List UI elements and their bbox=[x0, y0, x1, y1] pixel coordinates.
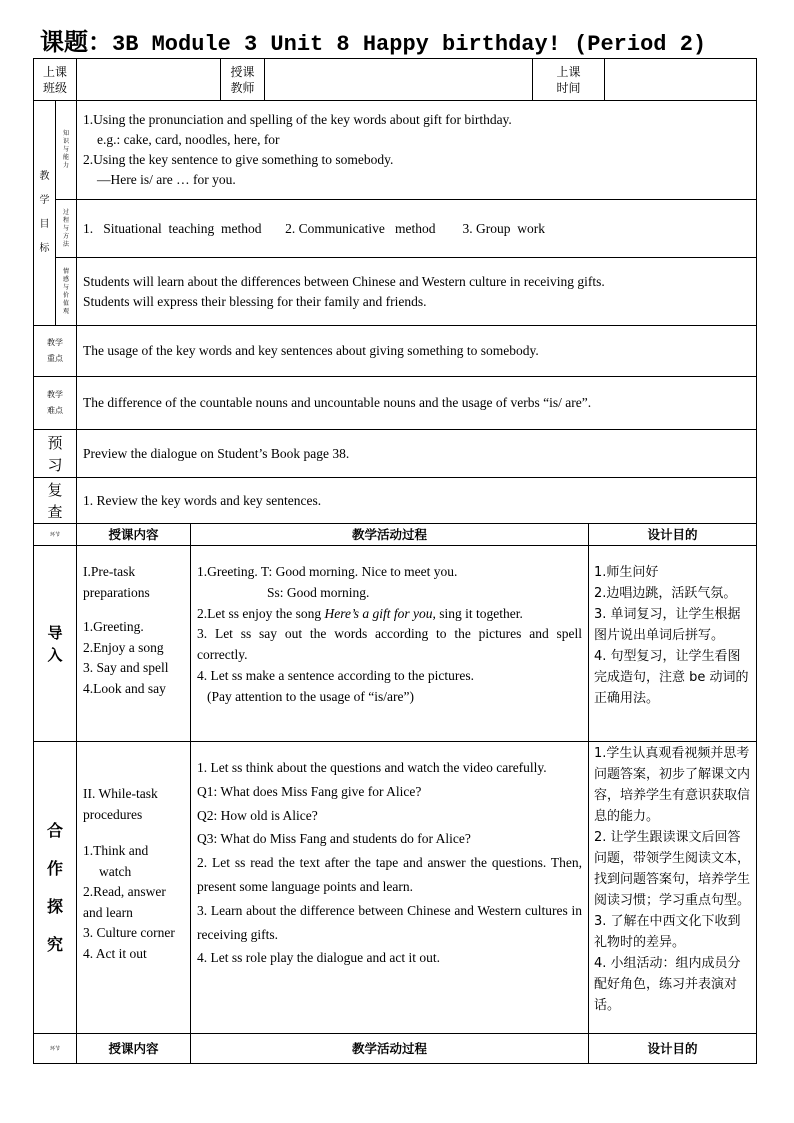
header-row bbox=[34, 59, 757, 101]
preview-text: Preview the dialogue on Student’s Book page 38. bbox=[77, 430, 757, 478]
preview-row bbox=[34, 430, 757, 478]
step-header-2: 环节 bbox=[34, 1034, 77, 1064]
teacher-value[interactable] bbox=[265, 59, 533, 101]
objective-process-row bbox=[34, 200, 757, 258]
key-points-text: The usage of the key words and key sentences about giving something to somebody. bbox=[77, 326, 757, 377]
content-header-2: 授课内容 bbox=[77, 1034, 191, 1064]
objective-knowledge-row bbox=[34, 101, 757, 200]
class-label: 上课 班级 bbox=[34, 59, 77, 101]
class-value[interactable] bbox=[77, 59, 221, 101]
teacher-label: 授课 教师 bbox=[221, 59, 265, 101]
step-header: 环节 bbox=[34, 524, 77, 546]
knowledge-text: 1.Using the pronunciation and spelling of the key words about gift for birthday. e.g.: cake, card, noodles, here, for 2.Using the key sentence to give something to somebody. —Here is/ are … for you. bbox=[77, 101, 757, 200]
difficult-points-label: 教学难点 bbox=[34, 377, 77, 430]
difficult-points-row bbox=[34, 377, 757, 430]
lead-in-purpose: 1.师生问好 2.边唱边跳，活跃气氛。 3. 单词复习，让学生根据图片说出单词后拼写。 4. 句型复习，让学生看图完成造句，注意 be 动词的正确用法。 bbox=[589, 546, 757, 742]
emotion-label: 情感与价值观 bbox=[56, 258, 77, 326]
explore-label: 合作探究 bbox=[34, 742, 77, 1034]
page-title: 课题：3B Module 3 Unit 8 Happy birthday! (Period 2) bbox=[40, 28, 707, 57]
review-row bbox=[34, 478, 757, 524]
process-text: 1. Situational teaching method 2. Communicative method 3. Group work bbox=[77, 200, 757, 258]
process-header: 教学活动过程 bbox=[191, 524, 589, 546]
review-label: 复查 bbox=[34, 478, 77, 524]
time-value[interactable] bbox=[605, 59, 757, 101]
emotion-text: Students will learn about the differences between Chinese and Western culture in receiving gifts. Students will express their blessing for their family and friends. bbox=[77, 258, 757, 326]
column-header-row-2 bbox=[34, 1034, 757, 1064]
purpose-header: 设计目的 bbox=[589, 524, 757, 546]
purpose-header-2: 设计目的 bbox=[589, 1034, 757, 1064]
lead-in-process: 1.Greeting. T: Good morning. Nice to meet you. Ss: Good morning. 2.Let ss enjoy the song Here’s a gift for you, sing it together. 3. Let ss say out the words according to the pictures and spell correctly. 4. Let ss make a sentence according to the pictures. (Pay attention to the usage of “is/are”) bbox=[191, 546, 589, 742]
explore-purpose: 1.学生认真观看视频并思考问题答案，初步了解课文内容，培养学生有意识获取信息的能力。 2. 让学生跟读课文后回答问题，带领学生阅读文本，找到问题答案句，培养学生阅读习惯；学习重点句型。 3. 了解在中西文化下收到礼物时的差异。 4. 小组活动：组内成员分配好角色，练习并表演对话。 bbox=[589, 742, 757, 1034]
objectives-label: 教学目标 bbox=[34, 101, 56, 326]
review-text: 1. Review the key words and key sentences. bbox=[77, 478, 757, 524]
key-points-label: 教学重点 bbox=[34, 326, 77, 377]
column-header-row bbox=[34, 524, 757, 546]
knowledge-label: 知识与能力 bbox=[56, 101, 77, 200]
content-header: 授课内容 bbox=[77, 524, 191, 546]
process-label: 过程与方法 bbox=[56, 200, 77, 258]
explore-row bbox=[34, 742, 757, 1034]
time-label: 上课 时间 bbox=[533, 59, 605, 101]
key-points-row bbox=[34, 326, 757, 377]
process-header-2: 教学活动过程 bbox=[191, 1034, 589, 1064]
explore-content: II. While-task procedures 1.Think and watch 2.Read, answer and learn 3. Culture corner 4. Act it out bbox=[77, 742, 191, 1034]
difficult-points-text: The difference of the countable nouns and uncountable nouns and the usage of verbs “is/ are”. bbox=[77, 377, 757, 430]
preview-label: 预习 bbox=[34, 430, 77, 478]
explore-process: 1. Let ss think about the questions and watch the video carefully. Q1: What does Miss Fang give for Alice? Q2: How old is Alice? Q3: What do Miss Fang and students do for Alice? 2. Let ss read the text after the tape and answer the questions. Then, present some language points and learn. 3. Learn about the difference between Chinese and Western cultures in receiving gifts. 4. Let ss role play the dialogue and act it out. bbox=[191, 742, 589, 1034]
lead-in-label: 导入 bbox=[34, 546, 77, 742]
lead-in-content: I.Pre-task preparations 1.Greeting. 2.Enjoy a song 3. Say and spell 4.Look and say bbox=[77, 546, 191, 742]
lead-in-row bbox=[34, 546, 757, 742]
objective-emotion-row bbox=[34, 258, 757, 326]
lesson-plan-table bbox=[33, 58, 757, 1064]
